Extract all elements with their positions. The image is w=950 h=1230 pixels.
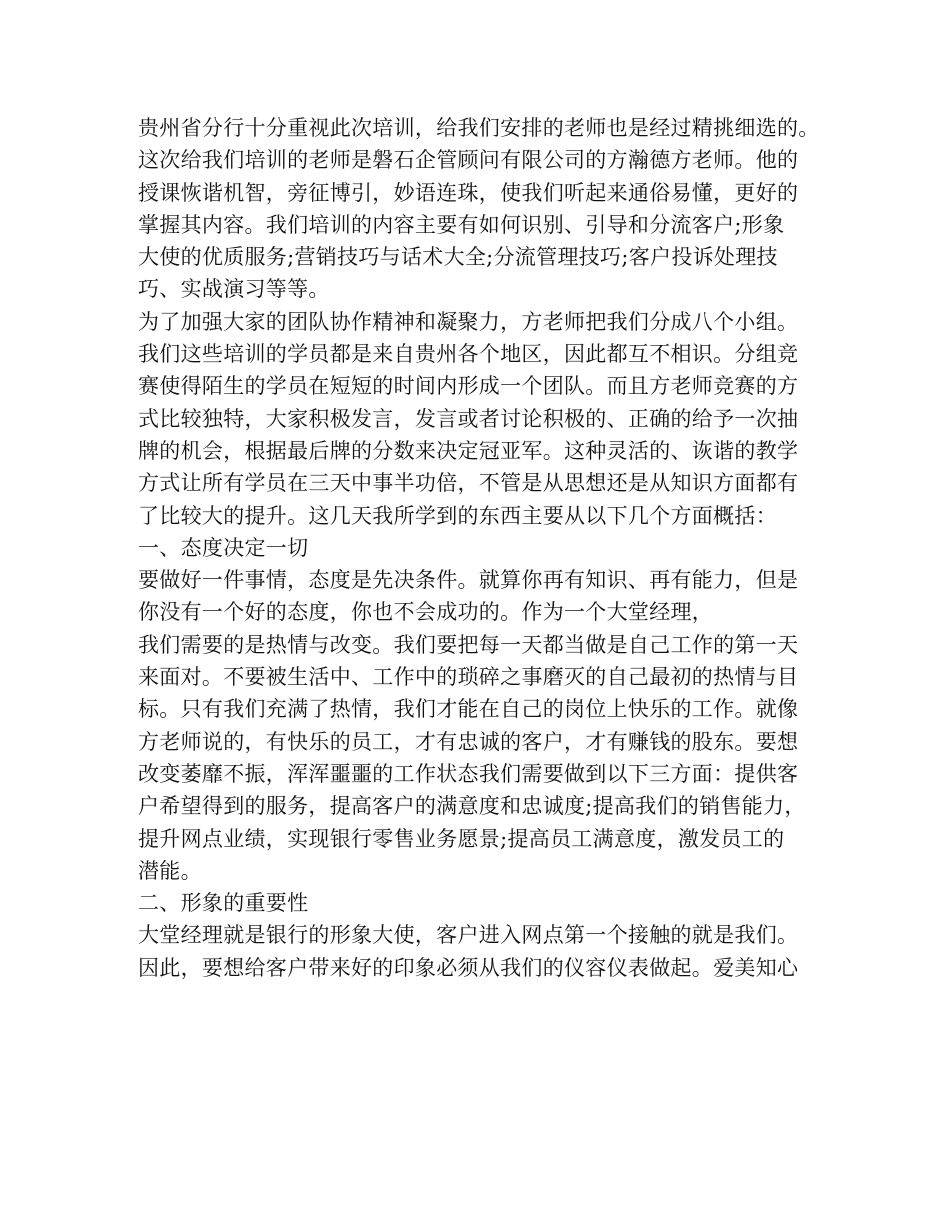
text-line: 为了加强大家的团队协作精神和凝聚力，方老师把我们分成八个小组。	[138, 309, 799, 334]
text-line: 要做好一件事情，态度是先决条件。就算你再有知识、再有能力，但是	[138, 568, 799, 593]
text-line: 标。只有我们充满了热情，我们才能在自己的岗位上快乐的工作。就像	[138, 697, 799, 722]
text-line: 潜能。	[138, 858, 202, 883]
text-line: 方老师说的，有快乐的员工，才有忠诚的客户，才有赚钱的股东。要想	[138, 729, 799, 754]
section-heading: 一、态度决定一切	[138, 535, 309, 560]
text-line: 式比较独特，大家积极发言，发言或者讨论积极的、正确的给予一次抽	[138, 406, 799, 431]
text-line: 牌的机会，根据最后牌的分数来决定冠亚军。这种灵活的、诙谐的教学	[138, 438, 799, 463]
text-line: 你没有一个好的态度，你也不会成功的。作为一个大堂经理，	[138, 600, 714, 625]
text-line: 赛使得陌生的学员在短短的时间内形成一个团队。而且方老师竞赛的方	[138, 374, 799, 399]
text-line: 我们需要的是热情与改变。我们要把每一天都当做是自己工作的第一天	[138, 632, 799, 657]
text-line: 这次给我们培训的老师是磐石企管顾问有限公司的方瀚德方老师。他的	[138, 148, 799, 173]
text-line: 因此，要想给客户带来好的印象必须从我们的仪容仪表做起。爱美知心	[138, 955, 799, 980]
text-line: 了比较大的提升。这几天我所学到的东西主要从以下几个方面概括：	[138, 503, 777, 528]
text-line: 我们这些培训的学员都是来自贵州各个地区，因此都互不相识。分组竞	[138, 342, 799, 367]
text-line: 大堂经理就是银行的形象大使，客户进入网点第一个接触的就是我们。	[138, 923, 799, 948]
text-line: 授课恢谐机智，旁征博引，妙语连珠，使我们听起来通俗易懂，更好的	[138, 180, 799, 205]
text-line: 大使的优质服务;营销技巧与话术大全;分流管理技巧;客户投诉处理技	[138, 245, 778, 270]
text-line: 贵州省分行十分重视此次培训，给我们安排的老师也是经过精挑细选的。	[138, 116, 820, 140]
text-line: 巧、实战演习等等。	[138, 277, 330, 302]
text-line: 提升网点业绩，实现银行零售业务愿景;提高员工满意度，激发员工的	[138, 826, 785, 851]
document-body	[138, 112, 838, 984]
text-line: 改变萎靡不振，浑浑噩噩的工作状态我们需要做到以下三方面：提供客	[138, 761, 799, 786]
text-line: 户希望得到的服务，提高客户的满意度和忠诚度;提高我们的销售能力，	[138, 794, 806, 819]
text-line: 掌握其内容。我们培训的内容主要有如何识别、引导和分流客户;形象	[138, 212, 785, 237]
text-line: 方式让所有学员在三天中事半功倍，不管是从思想还是从知识方面都有	[138, 471, 799, 496]
section-heading: 二、形象的重要性	[138, 891, 309, 916]
text-line: 来面对。不要被生活中、工作中的琐碎之事磨灭的自己最初的热情与目	[138, 665, 799, 690]
